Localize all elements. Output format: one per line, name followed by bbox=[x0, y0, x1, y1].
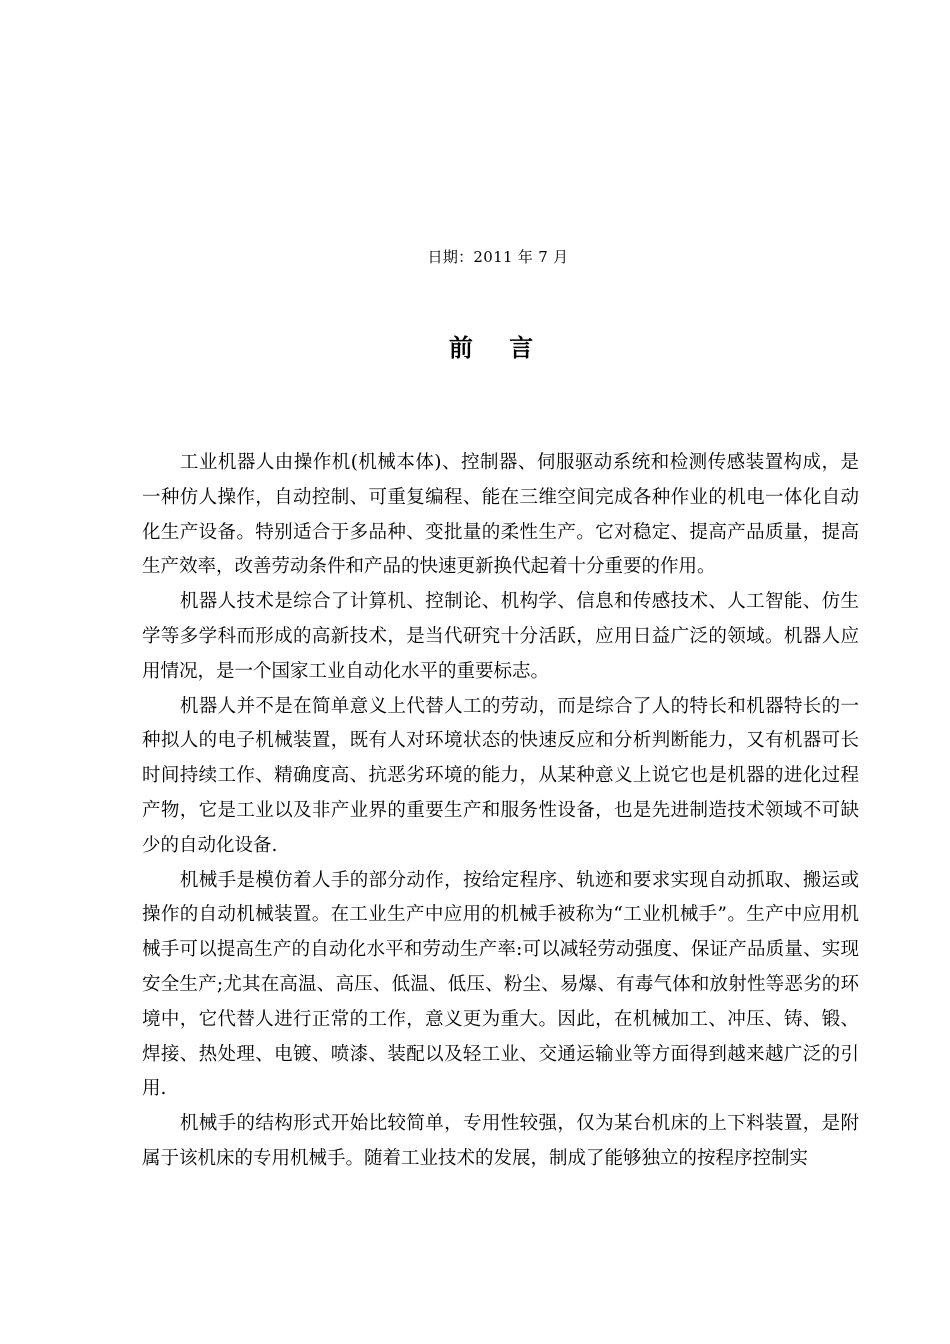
paragraph: 机器人并不是在简单意义上代替人工的劳动，而是综合了人的特长和机器特长的一种拟人的电子机械装置，既有人对环境状态的快速反应和分析判断能力，又有机器可长时间持续工作、精确度高、抗恶劣环境的能力，从某种意义上说它也是机器的进化过程产物，它是工业以及非产业界的重要生产和服务性设备，也是先进制造技术领域不可缺少的自动化设备. bbox=[142, 695, 859, 856]
paragraph: 机械手的结构形式开始比较简单，专用性较强，仅为某台机床的上下料装置，是附属于该机床的专用机械手。随着工业技术的发展，制成了能够独立的按程序控制实 bbox=[142, 1113, 859, 1169]
paragraph: 工业机器人由操作机(机械本体)、控制器、伺服驱动系统和检测传感装置构成，是一种仿人操作，自动控制、可重复编程、能在三维空间完成各种作业的机电一体化自动化生产设备。特别适合于多品种、变批量的柔性生产。它对稳定、提高产品质量，提高生产效率，改善劳动条件和产品的快速更新换代起着十分重要的作用。 bbox=[142, 452, 859, 578]
preface-body bbox=[142, 446, 859, 1177]
preface-title: 前 言 bbox=[448, 333, 548, 362]
paragraph: 机械手是模仿着人手的部分动作，按给定程序、轨迹和要求实现自动抓取、搬运或操作的自动机械装置。在工业生产中应用的机械手被称为“工业机械手”。生产中应用机械手可以提高生产的自动化水平和劳动生产率:可以减轻劳动强度、保证产品质量、实现安全生产;尤其在高温、高压、低温、低压、粉尘、易爆、有毒气体和放射性等恶劣的环境中，它代替人进行正常的工作，意义更为重大。因此，在机械加工、冲压、铸、锻、焊接、热处理、电镀、喷漆、装配以及轻工业、交通运输业等方面得到越来越广泛的引用. bbox=[142, 869, 859, 1100]
paragraph: 机器人技术是综合了计算机、控制论、机构学、信息和传感技术、人工智能、仿生学等多学科而形成的高新技术，是当代研究十分活跃，应用日益广泛的领域。机器人应用情况，是一个国家工业自动化水平的重要标志。 bbox=[142, 591, 859, 682]
date-line: 日期：2011 年 7 月 bbox=[427, 248, 569, 266]
